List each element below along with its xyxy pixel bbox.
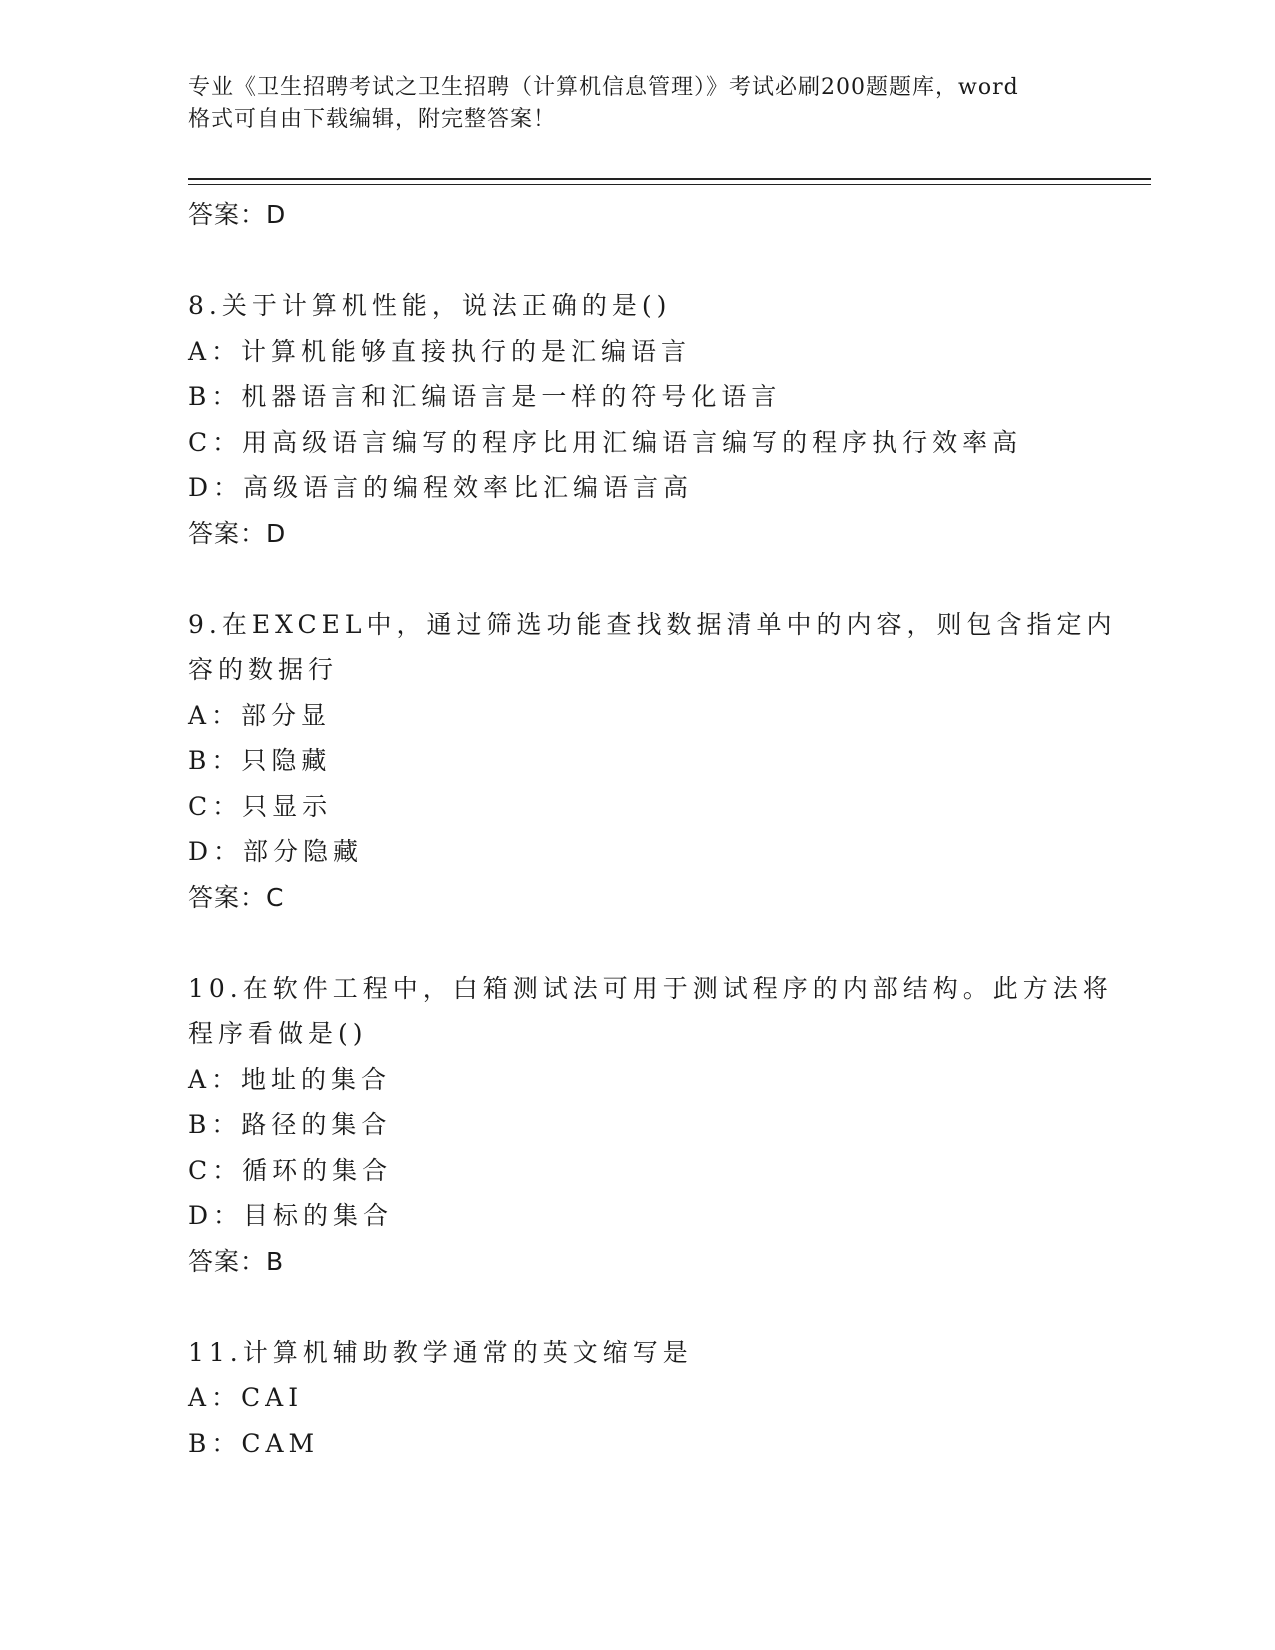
question-stem-continued: 容的数据行 bbox=[188, 655, 339, 684]
option-a: A：部分显 bbox=[188, 700, 332, 730]
question-10 bbox=[188, 966, 1113, 1285]
question-stem: 11.计算机辅助教学通常的英文缩写是 bbox=[188, 1337, 693, 1367]
option-d: D：目标的集合 bbox=[188, 1201, 394, 1230]
option-d: D：高级语言的编程效率比汇编语言高 bbox=[188, 473, 694, 502]
question-8 bbox=[188, 283, 1088, 556]
header-line-1: 专业《卫生招聘考试之卫生招聘（计算机信息管理）》考试必刷200题题库，word bbox=[188, 75, 1019, 100]
option-b: B：只隐藏 bbox=[188, 746, 332, 775]
answer-line: 答案：D bbox=[188, 518, 287, 548]
option-a: A：计算机能够直接执行的是汇编语言 bbox=[188, 336, 692, 366]
document-header bbox=[188, 72, 1088, 136]
header-divider-thin bbox=[188, 184, 1151, 185]
option-b: B：CAM bbox=[188, 1428, 320, 1458]
question-stem: 10.在软件工程中，白箱测试法可用于测试程序的内部结构。此方法将 bbox=[188, 973, 1113, 1003]
question-11 bbox=[188, 1330, 1088, 1467]
option-d: D：部分隐藏 bbox=[188, 837, 364, 866]
question-stem: 9.在EXCEL中，通过筛选功能查找数据清单中的内容，则包含指定内 bbox=[188, 609, 1117, 639]
header-line-2: 格式可自由下载编辑，附完整答案！ bbox=[188, 107, 557, 132]
header-divider-thick bbox=[188, 178, 1151, 180]
option-b: B：机器语言和汇编语言是一样的符号化语言 bbox=[188, 382, 782, 411]
question-9 bbox=[188, 602, 1117, 921]
option-c: C：只显示 bbox=[188, 791, 333, 821]
option-c: C：用高级语言编写的程序比用汇编语言编写的程序执行效率高 bbox=[188, 427, 1023, 457]
option-c: C：循环的集合 bbox=[188, 1155, 393, 1185]
option-b: B：路径的集合 bbox=[188, 1110, 392, 1139]
option-a: A：地址的集合 bbox=[188, 1064, 392, 1094]
question-list bbox=[188, 192, 1117, 1466]
answer-line: 答案：B bbox=[188, 1246, 285, 1276]
answer-line: 答案：D bbox=[188, 200, 287, 229]
question-stem: 8.关于计算机性能，说法正确的是() bbox=[188, 291, 672, 320]
option-a: A：CAI bbox=[188, 1383, 304, 1412]
question-stem-continued: 程序看做是() bbox=[188, 1019, 368, 1048]
answer-line: 答案：C bbox=[188, 882, 285, 912]
